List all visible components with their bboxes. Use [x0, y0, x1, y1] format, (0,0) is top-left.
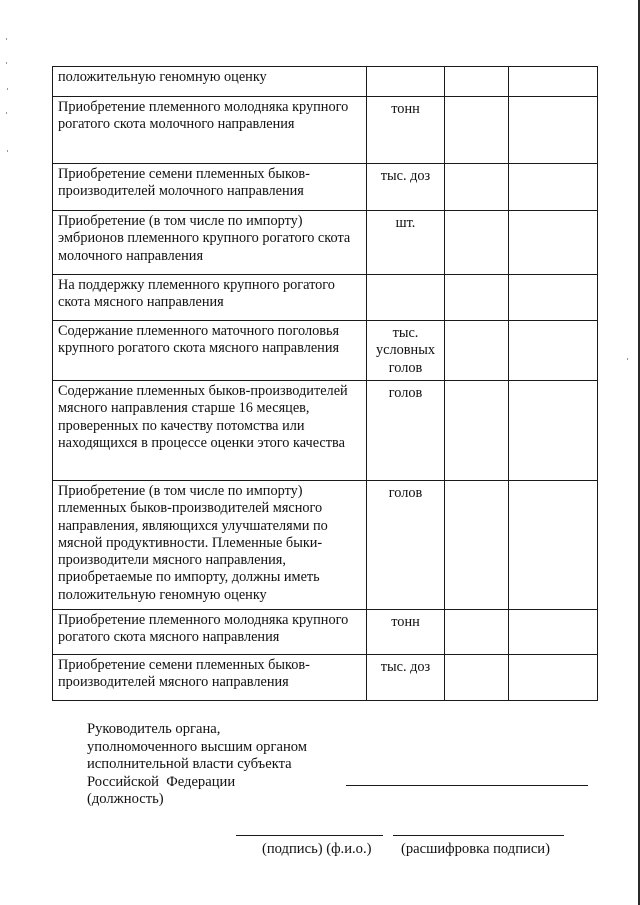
- measure-unit: тыс. доз: [367, 655, 445, 701]
- value-cell: [509, 97, 598, 164]
- value-cell: [509, 164, 598, 211]
- value-cell: [445, 481, 509, 610]
- measure-unit: тонн: [367, 97, 445, 164]
- table-row: [53, 321, 598, 381]
- value-cell: [445, 275, 509, 321]
- decode-caption: (расшифровка подписи): [401, 841, 550, 857]
- value-cell: [445, 321, 509, 381]
- measure-unit: тыс. условных голов: [367, 321, 445, 381]
- value-cell: [509, 211, 598, 275]
- table-row: [53, 97, 598, 164]
- value-cell: [445, 97, 509, 164]
- position-line: [346, 785, 588, 786]
- value-cell: [509, 275, 598, 321]
- value-cell: [445, 610, 509, 655]
- value-cell: [445, 67, 509, 97]
- measure-name: Приобретение племенного молодняка крупного рогатого скота мясного направления: [53, 610, 367, 655]
- table-row: [53, 481, 598, 610]
- measure-name: Приобретение семени племенных быков-производителей мясного направления: [53, 655, 367, 701]
- measure-name: Приобретение племенного молодняка крупного рогатого скота молочного направления: [53, 97, 367, 164]
- signature-line: [236, 835, 383, 836]
- measure-unit: тыс. доз: [367, 164, 445, 211]
- signatory-line: уполномоченного высшим органом: [87, 738, 308, 755]
- measure-name: Содержание племенных быков-производителей мясного направления старше 16 месяцев, проверенных по качеству потомства или находящихся в процессе оценки этого качества: [53, 381, 367, 481]
- table-row: [53, 381, 598, 481]
- value-cell: [445, 655, 509, 701]
- table-row: [53, 164, 598, 211]
- position-label: (должность): [87, 791, 164, 808]
- measure-name: положительную геномную оценку: [53, 67, 367, 97]
- table-row: [53, 610, 598, 655]
- measure-name: Приобретение (в том числе по импорту) эмбрионов племенного крупного рогатого скота молочного направления: [53, 211, 367, 275]
- table-row: [53, 211, 598, 275]
- measure-unit: шт.: [367, 211, 445, 275]
- measure-name: На поддержку племенного крупного рогатого скота мясного направления: [53, 275, 367, 321]
- value-cell: [509, 481, 598, 610]
- value-cell: [509, 381, 598, 481]
- value-cell: [509, 67, 598, 97]
- value-cell: [445, 164, 509, 211]
- table-row: [53, 67, 598, 97]
- name-decode-line: [393, 835, 564, 836]
- table-row: [53, 275, 598, 321]
- measure-name: Приобретение (в том числе по импорту) племенных быков-производителей мясного направления, являющихся улучшателями по мясной продуктивности. Племенные быки-производители мясного направления, приобретаемые по импорту, должны иметь положительную геномную оценку: [53, 481, 367, 610]
- signatory-title: [87, 721, 347, 809]
- measure-unit: голов: [367, 481, 445, 610]
- signatory-line: исполнительной власти субъекта: [87, 756, 292, 773]
- value-cell: [445, 211, 509, 275]
- measure-name: Содержание племенного маточного поголовья крупного рогатого скота мясного направления: [53, 321, 367, 381]
- signature-caption: (подпись) (ф.и.о.): [262, 841, 372, 857]
- table-row: [53, 655, 598, 701]
- measure-unit: голов: [367, 381, 445, 481]
- measure-unit: [367, 275, 445, 321]
- signatory-line: Российской Федерации: [87, 773, 236, 790]
- signatory-line: Руководитель органа,: [87, 721, 221, 737]
- value-cell: [509, 655, 598, 701]
- measure-name: Приобретение семени племенных быков-производителей молочного направления: [53, 164, 367, 211]
- measures-table: [52, 66, 598, 701]
- measure-unit: [367, 67, 445, 97]
- value-cell: [509, 610, 598, 655]
- value-cell: [509, 321, 598, 381]
- measure-unit: тонн: [367, 610, 445, 655]
- value-cell: [445, 381, 509, 481]
